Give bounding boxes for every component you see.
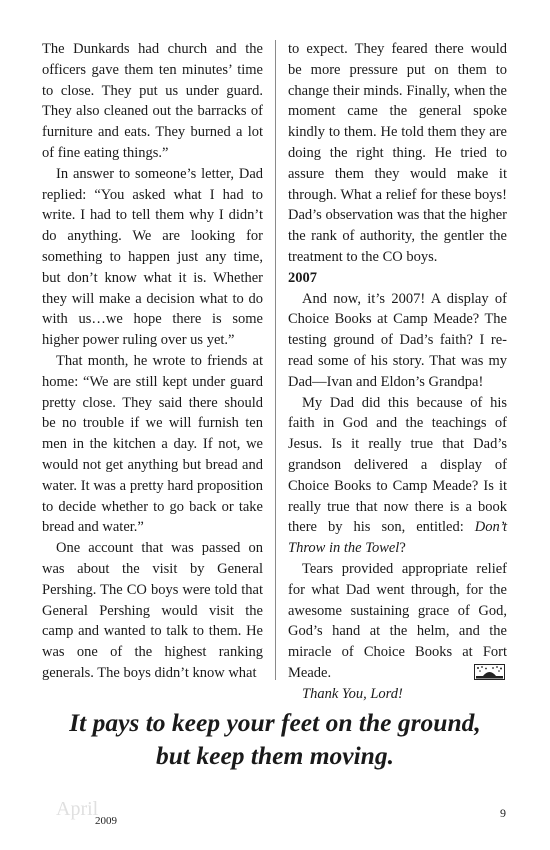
quote-line: It pays to keep your feet on the ground, xyxy=(69,708,481,737)
signoff: Thank You, Lord! xyxy=(302,685,403,702)
paragraph: In answer to someone’s letter, Dad replied: “You asked what I had to write. I had to tell them why I didn’t do anything. We are looking for something to happen just any time, but don’t know what it is. Whether they will make a decision what to do with us…we hope there is some higher power ruling over us yet.” xyxy=(42,165,263,349)
column-divider xyxy=(275,40,276,680)
pull-quote xyxy=(30,706,520,772)
left-column xyxy=(42,39,263,684)
footer-month: April xyxy=(56,798,99,820)
footer-year: 2009 xyxy=(95,815,117,827)
paragraph: One account that was passed on was about the visit by General Pershing. The CO boys were told that General Pershing would visit the camp and wanted to talk to them. He was one of the highest ranking generals. The boys didn’t know what xyxy=(42,540,263,681)
paragraph: The Dunkards had church and the officers gave them ten minutes’ time to close. They put us under guard. They also cleaned out the barracks of furniture and eats. They burned a lot of fine eating things.” xyxy=(42,41,263,161)
paragraph: That month, he wrote to friends at home: “We are still kept under guard pretty close. They said there should be no trouble if we will furnish ten men in the kitchen a day. If not, we would not get anything but bread and water. It was a pretty hard proposition to decide whether to go back or take bread and water.” xyxy=(42,352,263,536)
paragraph: Tears provided appropriate relief for what Dad went through, for the awesome sustaining grace of God, God’s hand at the helm, and the miracle of Choice Books at Fort Meade. xyxy=(288,560,507,681)
sunrise-ornament-icon xyxy=(474,664,505,680)
right-column xyxy=(288,39,507,705)
paragraph-text: ? xyxy=(399,540,406,557)
section-heading: 2007 xyxy=(288,269,317,286)
paragraph: to expect. They feared there would be more pressure put on them to change their minds. Finally, when the moment came the general spoke kindly to them. He told them they are doing the right thing. He tried to assure them they would make it through. What a relief for these boys! Dad’s observation was that the higher the rank of authority, the gentler the treatment to the CO boys. xyxy=(288,41,507,265)
book-title: Don’t Throw in the Towel xyxy=(288,519,507,557)
quote-line: but keep them moving. xyxy=(156,741,394,770)
paragraph xyxy=(288,393,507,559)
paragraph-text: My Dad did this because of his faith in God and the teachings of Jesus. Is it really true that Dad’s grandson delivered a display of Choice Books to Camp Meade? Is it really true that now there is a book there by his son, entitled: xyxy=(288,394,507,536)
page-number: 9 xyxy=(500,806,506,820)
paragraph: And now, it’s 2007! A display of Choice Books at Camp Meade? The testing ground of Dad’s faith? I re-read some of his story. That was my Dad—Ivan and Eldon’s Grandpa! xyxy=(288,290,507,390)
